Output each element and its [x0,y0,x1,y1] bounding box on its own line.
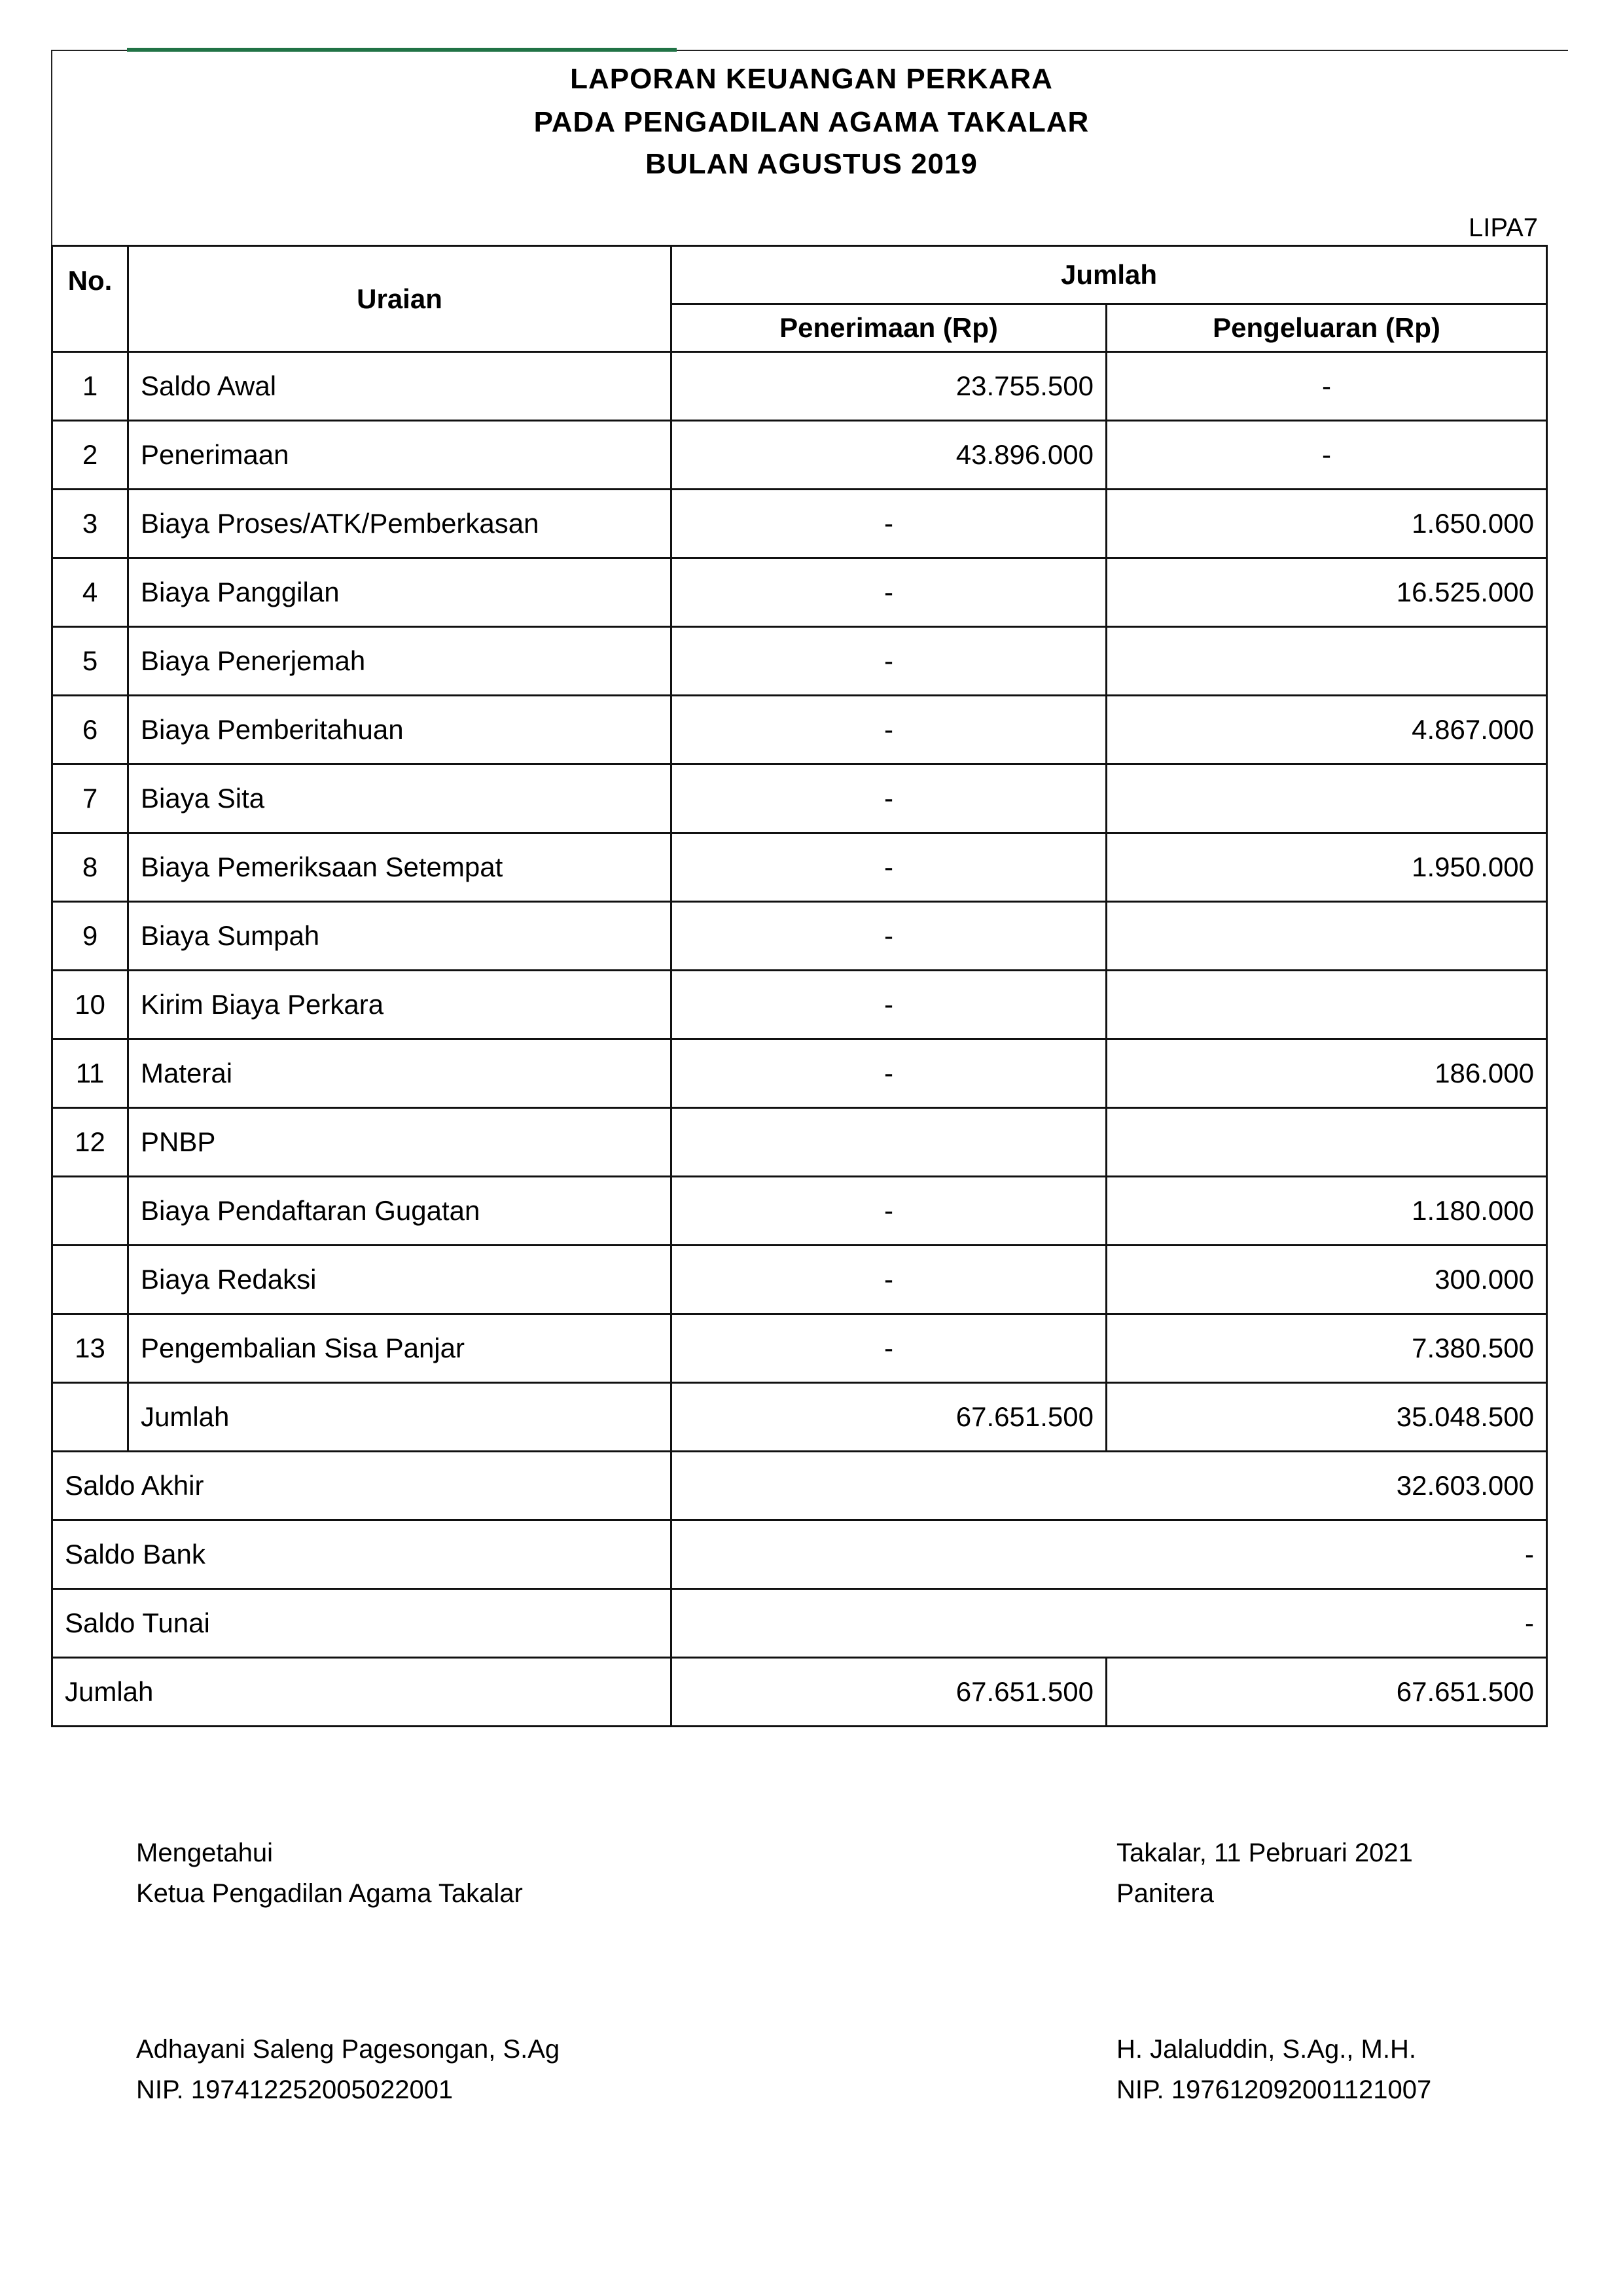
total-row [52,1658,1547,1727]
row-no: 4 [52,558,128,627]
row-pengeluaran: 7.380.500 [1107,1314,1547,1383]
row-no [52,1246,128,1314]
row-pengeluaran: 300.000 [1107,1246,1547,1314]
selection-accent-bar [127,48,677,52]
row-no: 9 [52,902,128,971]
table-row [52,833,1547,902]
table-row [52,902,1547,971]
saldo-bank-label: Saldo Bank [52,1520,671,1589]
table-row [52,490,1547,558]
row-no: 11 [52,1039,128,1108]
row-penerimaan: 43.896.000 [671,421,1107,490]
row-no: 10 [52,971,128,1039]
row-uraian: Biaya Pendaftaran Gugatan [128,1177,671,1246]
header-no: No. [52,246,128,352]
row-pengeluaran [1107,1108,1547,1177]
row-no [52,1383,128,1452]
row-pengeluaran: - [1107,421,1547,490]
row-no [52,1177,128,1246]
report-title-line2: PADA PENGADILAN AGAMA TAKALAR [533,106,1090,138]
signature-right-name-block [1116,2029,1431,2110]
row-no: 13 [52,1314,128,1383]
row-uraian: Biaya Pemeriksaan Setempat [128,833,671,902]
report-title-line3: BULAN AGUSTUS 2019 [645,148,978,180]
row-uraian: Biaya Pemberitahuan [128,696,671,764]
row-penerimaan: - [671,627,1107,696]
row-uraian: Saldo Awal [128,352,671,421]
row-pengeluaran: 35.048.500 [1107,1383,1547,1452]
table-row [52,1177,1547,1246]
table-row [52,421,1547,490]
signature-left-header [136,1833,523,1914]
row-penerimaan: - [671,696,1107,764]
sig-right-name: H. Jalaluddin, S.Ag., M.H. [1116,2035,1416,2064]
row-penerimaan: - [671,902,1107,971]
row-no: 8 [52,833,128,902]
saldo-akhir-label: Saldo Akhir [52,1452,671,1520]
saldo-tunai-value: - [671,1589,1547,1658]
row-penerimaan [671,1108,1107,1177]
row-penerimaan: - [671,1177,1107,1246]
row-penerimaan: - [671,833,1107,902]
row-uraian: Biaya Proses/ATK/Pemberkasan [128,490,671,558]
sig-left-line2: Ketua Pengadilan Agama Takalar [136,1879,523,1908]
row-uraian: Materai [128,1039,671,1108]
saldo-akhir-value: 32.603.000 [671,1452,1547,1520]
row-penerimaan: - [671,971,1107,1039]
row-pengeluaran [1107,627,1547,696]
row-uraian: Jumlah [128,1383,671,1452]
row-no: 3 [52,490,128,558]
row-no: 1 [52,352,128,421]
saldo-tunai-label: Saldo Tunai [52,1589,671,1658]
row-pengeluaran: 1.650.000 [1107,490,1547,558]
row-penerimaan: 23.755.500 [671,352,1107,421]
row-pengeluaran [1107,764,1547,833]
row-uraian: PNBP [128,1108,671,1177]
row-no: 2 [52,421,128,490]
row-no: 7 [52,764,128,833]
header-penerimaan: Penerimaan (Rp) [671,304,1107,352]
row-penerimaan: - [671,1246,1107,1314]
row-pengeluaran: 16.525.000 [1107,558,1547,627]
row-uraian: Pengembalian Sisa Panjar [128,1314,671,1383]
header-jumlah: Jumlah [671,246,1547,304]
row-uraian: Biaya Sita [128,764,671,833]
header-pengeluaran: Pengeluaran (Rp) [1107,304,1547,352]
total-penerimaan: 67.651.500 [671,1658,1107,1727]
table-row [52,1383,1547,1452]
row-pengeluaran: 4.867.000 [1107,696,1547,764]
total-pengeluaran: 67.651.500 [1107,1658,1547,1727]
saldo-bank-value: - [671,1520,1547,1589]
row-penerimaan: - [671,1039,1107,1108]
row-penerimaan: 67.651.500 [671,1383,1107,1452]
saldo-tunai-row [52,1589,1547,1658]
row-pengeluaran: 1.950.000 [1107,833,1547,902]
signature-left-name-block [136,2029,560,2110]
sig-left-name: Adhayani Saleng Pagesongan, S.Ag [136,2035,560,2064]
table-row [52,1314,1547,1383]
row-penerimaan: - [671,1314,1107,1383]
row-uraian: Biaya Penerjemah [128,627,671,696]
table-row [52,1039,1547,1108]
table-row [52,1246,1547,1314]
table-row [52,764,1547,833]
row-uraian: Penerimaan [128,421,671,490]
row-pengeluaran: 186.000 [1107,1039,1547,1108]
table-row [52,627,1547,696]
header-uraian: Uraian [128,246,671,352]
row-pengeluaran [1107,971,1547,1039]
sig-left-nip: NIP. 197412252005022001 [136,2075,454,2104]
row-pengeluaran [1107,902,1547,971]
saldo-akhir-row [52,1452,1547,1520]
report-title-line1: LAPORAN KEUANGAN PERKARA [570,63,1053,95]
row-penerimaan: - [671,490,1107,558]
row-no: 5 [52,627,128,696]
sig-right-line2: Panitera [1116,1879,1214,1908]
row-uraian: Biaya Redaksi [128,1246,671,1314]
row-uraian: Biaya Sumpah [128,902,671,971]
saldo-bank-row [52,1520,1547,1589]
row-no: 6 [52,696,128,764]
row-uraian: Kirim Biaya Perkara [128,971,671,1039]
row-penerimaan: - [671,764,1107,833]
table-row [52,558,1547,627]
table-row [52,1108,1547,1177]
total-label: Jumlah [52,1658,671,1727]
row-pengeluaran: 1.180.000 [1107,1177,1547,1246]
report-code: LIPA7 [1469,213,1538,242]
row-penerimaan: - [671,558,1107,627]
table-row [52,971,1547,1039]
row-pengeluaran: - [1107,352,1547,421]
sig-right-nip: NIP. 197612092001121007 [1116,2075,1432,2104]
finance-table [51,245,1548,1727]
row-uraian: Biaya Panggilan [128,558,671,627]
sig-right-line1: Takalar, 11 Pebruari 2021 [1116,1839,1413,1867]
table-row [52,352,1547,421]
row-no: 12 [52,1108,128,1177]
signature-right-header [1116,1833,1413,1914]
table-row [52,696,1547,764]
sig-left-line1: Mengetahui [136,1839,274,1867]
